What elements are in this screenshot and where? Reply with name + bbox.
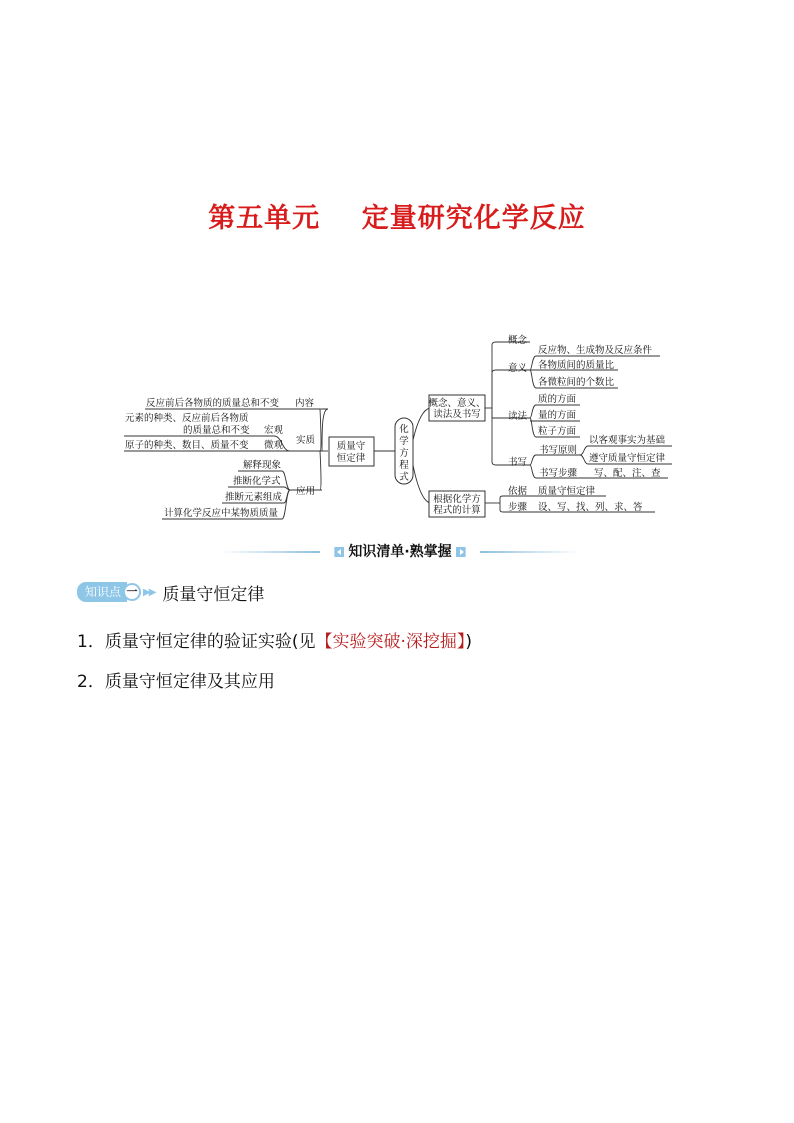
macro-text-2: 的质量总和不变 xyxy=(183,425,250,436)
knowledge-point-tag: 知识点 xyxy=(77,582,127,602)
experiment-reference-link[interactable]: 【实验突破·深挖掘】 xyxy=(315,632,466,652)
concept-label: 概念 xyxy=(508,335,528,346)
paragraph-1 xyxy=(77,627,472,652)
double-arrow-icon: ▶▶ xyxy=(143,586,155,598)
writing-label: 书写 xyxy=(508,457,528,468)
lower-box-line-1: 根据化学方 xyxy=(433,494,481,505)
section-header xyxy=(220,543,580,561)
essence-label: 实质 xyxy=(296,435,316,446)
knowledge-point-label: 质量守恒定律 xyxy=(162,584,265,605)
upper-box-line-1: 概念、意义、 xyxy=(428,398,486,409)
paragraph-1-text: 1．质量守恒定律的验证实验(见 xyxy=(77,632,316,652)
knowledge-point-number: 一 xyxy=(123,583,141,601)
vlabel-3: 方 xyxy=(399,448,409,459)
app-item-2: 推断化学式 xyxy=(233,476,281,487)
section-divider-left xyxy=(220,551,320,553)
micro-label: 微观 xyxy=(264,440,284,451)
triangle-left-icon xyxy=(334,547,344,557)
mind-map xyxy=(0,0,794,540)
vlabel-2: 学 xyxy=(399,436,409,447)
content-text: 反应前后各物质的质量总和不变 xyxy=(146,398,280,409)
upper-box-line-2: 读法及书写 xyxy=(433,409,481,420)
section-divider-right xyxy=(480,551,580,553)
lower-box-line-2: 程式的计算 xyxy=(433,505,481,516)
micro-text: 原子的种类、数目、质量不变 xyxy=(125,440,249,451)
calc-steps-label: 步骤 xyxy=(508,502,528,513)
section-header-text: 知识清单·熟掌握 xyxy=(348,544,452,560)
reading-item-2: 量的方面 xyxy=(538,410,577,421)
reading-item-3: 粒子方面 xyxy=(538,426,577,437)
application-label: 应用 xyxy=(296,486,316,497)
app-item-4: 计算化学反应中某物质质量 xyxy=(164,508,279,519)
meaning-item-2: 各物质间的质量比 xyxy=(538,360,615,371)
content-label: 内容 xyxy=(295,398,315,409)
reading-item-1: 质的方面 xyxy=(538,394,577,405)
basis-label: 依据 xyxy=(508,486,528,497)
writing-steps-text: 写、配、注、查 xyxy=(594,468,661,479)
app-item-1: 解释现象 xyxy=(243,460,282,471)
vlabel-4: 程 xyxy=(399,460,409,471)
calc-steps-text: 设、写、找、列、求、答 xyxy=(538,502,643,513)
knowledge-point-heading xyxy=(77,582,265,605)
basis-text: 质量守恒定律 xyxy=(538,486,596,497)
triangle-right-icon xyxy=(456,547,466,557)
macro-text-1: 元素的种类、反应前后各物质 xyxy=(125,413,249,424)
writing-principle-label: 书写原则 xyxy=(539,445,578,456)
reading-label: 读法 xyxy=(508,411,528,422)
meaning-label: 意义 xyxy=(508,363,528,374)
macro-label: 宏观 xyxy=(264,425,284,436)
meaning-item-1: 反应物、生成物及反应条件 xyxy=(538,345,653,356)
app-item-3: 推断元素组成 xyxy=(225,492,283,503)
principle-item-2: 遵守质量守恒定律 xyxy=(589,453,666,464)
meaning-item-3: 各微粒间的个数比 xyxy=(538,377,615,388)
center-line-1: 质量守 xyxy=(336,441,366,452)
paragraph-1-end: ) xyxy=(465,632,472,652)
vlabel-1: 化 xyxy=(399,424,409,435)
vlabel-5: 式 xyxy=(399,472,409,483)
center-line-2: 恒定律 xyxy=(336,453,366,464)
writing-steps-label: 书写步骤 xyxy=(539,468,578,479)
paragraph-2: 2．质量守恒定律及其应用 xyxy=(77,672,275,692)
page-title: 第五单元 定量研究化学反应 xyxy=(208,203,586,234)
principle-item-1: 以客观事实为基础 xyxy=(589,435,666,446)
